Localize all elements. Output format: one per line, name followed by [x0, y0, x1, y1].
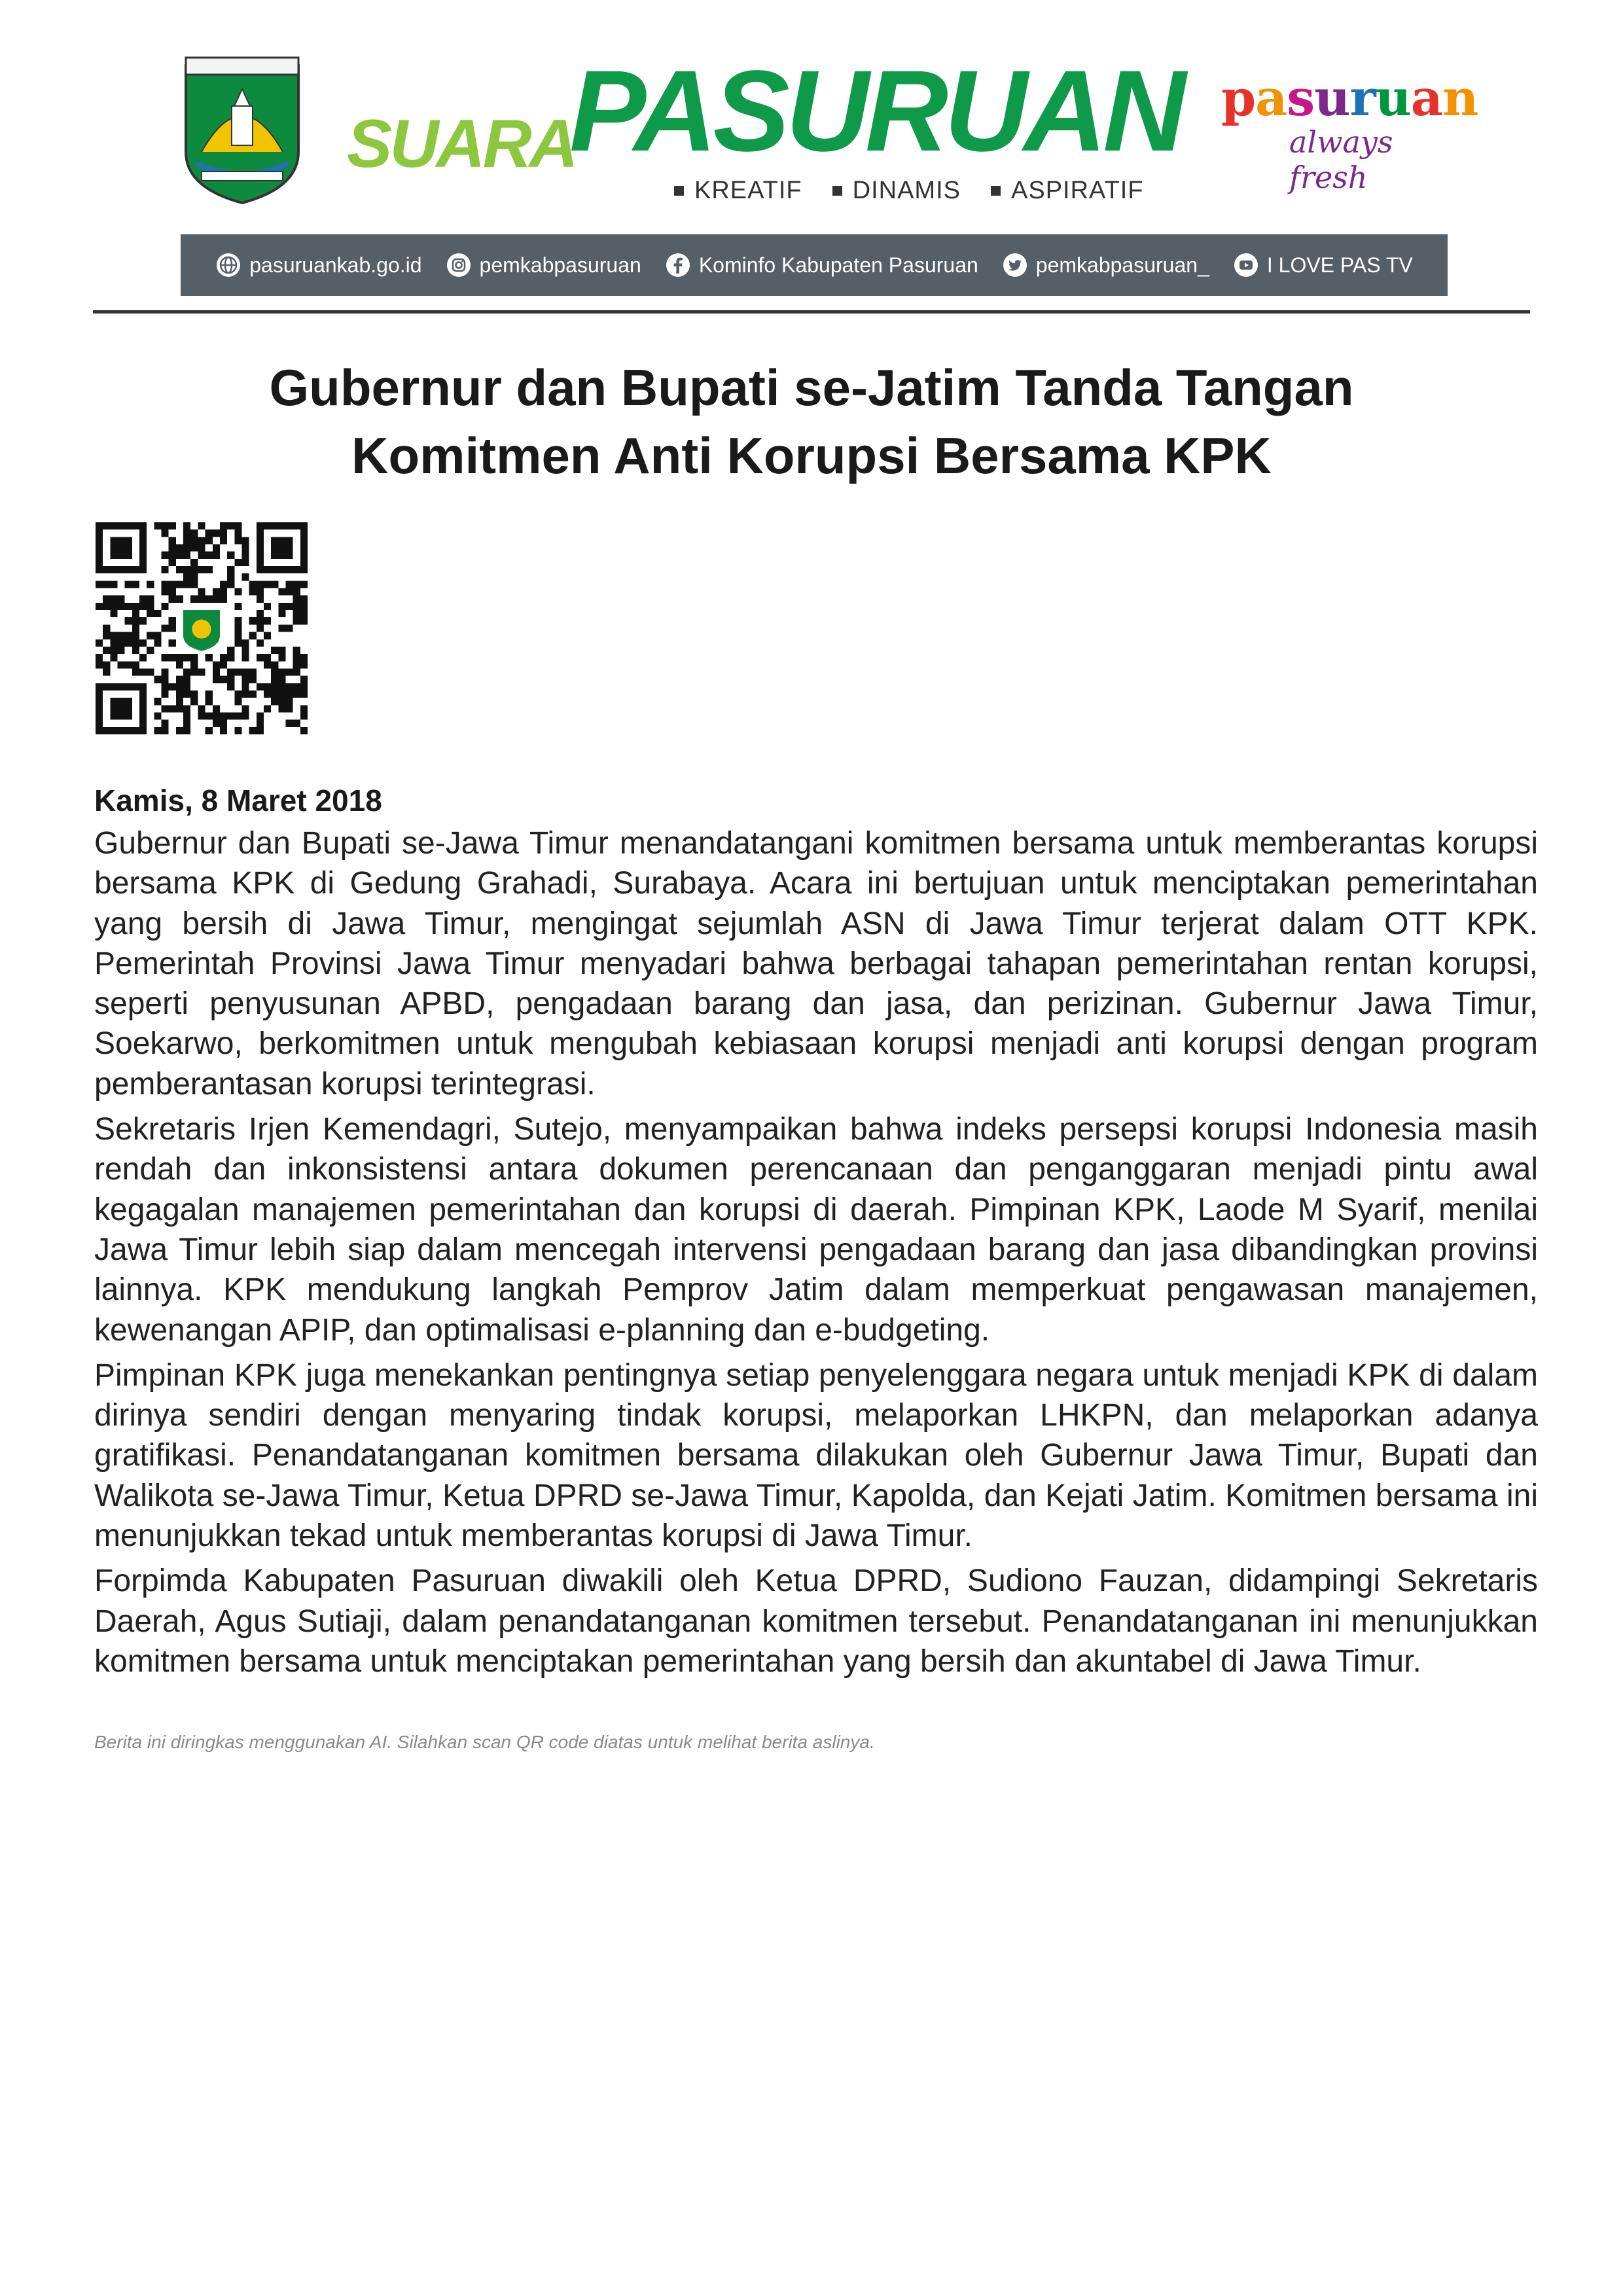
- article-paragraph: Pimpinan KPK juga menekankan pentingnya setiap penyelenggara negara untuk menjadi KPK di dalam dirinya sendiri dengan menyaring tindak korupsi, melaporkan LHKPN, dan melaporkan adanya gratifikasi. Penandatanganan komitmen bersama dilakukan oleh Gubernur Jawa Timur, Bupati dan Walikota se-Jawa Timur, Ketua DPRD se-Jawa Timur, Kapolda, dan Kejati Jatim. Komitmen bersama ini menunjukkan tekad untuk memberantas korupsi di Jawa Timur.: [94, 1357, 1538, 1554]
- brand-prefix: SUARA: [347, 106, 576, 182]
- tagline-item: DINAMIS: [832, 177, 961, 205]
- masthead: [347, 47, 1183, 204]
- globe-icon: [215, 252, 241, 278]
- article-body: [94, 823, 1538, 1687]
- twitter-icon: [1002, 252, 1028, 278]
- social-link-youtube[interactable]: [1233, 252, 1413, 278]
- article-date: Kamis, 8 Maret 2018: [94, 783, 382, 817]
- article-title: [131, 353, 1492, 490]
- social-links-bar: [181, 234, 1448, 296]
- square-bullet-icon: [832, 186, 842, 196]
- city-brand-word: pasuruan: [1221, 69, 1478, 127]
- tagline-row: [674, 177, 1144, 205]
- article-title-line: Komitmen Anti Korupsi Bersama KPK: [351, 427, 1272, 484]
- social-link-label: pemkabpasuruan: [479, 253, 641, 277]
- social-link-label: pemkabpasuruan_: [1035, 253, 1209, 277]
- tagline-item: ASPIRATIF: [991, 177, 1144, 205]
- square-bullet-icon: [674, 186, 684, 196]
- social-link-instagram[interactable]: [446, 252, 641, 278]
- article-title-line: Gubernur dan Bupati se-Jatim Tanda Tangan: [269, 359, 1354, 416]
- qr-code[interactable]: [96, 522, 308, 734]
- social-link-website[interactable]: [215, 252, 421, 278]
- social-link-facebook[interactable]: [665, 252, 978, 278]
- social-link-label: pasuruankab.go.id: [249, 253, 422, 277]
- header-divider: [93, 310, 1530, 314]
- facebook-icon: [665, 252, 691, 278]
- article-paragraph: Gubernur dan Bupati se-Jawa Timur menandatangani komitmen bersama untuk memberantas korupsi bersama KPK di Gedung Grahadi, Surabaya. Acara ini bertujuan untuk menciptakan pemerintahan yang bersih di Jawa Timur, mengingat sejumlah ASN di Jawa Timur terjerat dalam OTT KPK. Pemerintah Provinsi Jawa Timur menyadari bahwa berbagai tahapan pemerintahan rentan korupsi, seperti penyusunan APBD, pengadaan barang dan jasa, dan perizinan. Gubernur Jawa Timur, Soekarwo, berkomitmen untuk mengubah kebiasaan korupsi menjadi anti korupsi dengan program pemberantasan korupsi terintegrasi.: [94, 826, 1538, 1102]
- city-brand-logo: [1221, 69, 1478, 195]
- instagram-icon: [446, 252, 472, 278]
- regency-emblem-logo: [182, 54, 302, 206]
- youtube-icon: [1233, 252, 1259, 278]
- social-link-label: Kominfo Kabupaten Pasuruan: [698, 253, 978, 277]
- article-paragraph: Forpimda Kabupaten Pasuruan diwakili oleh Ketua DPRD, Sudiono Fauzan, didampingi Sekretaris Daerah, Agus Sutiaji, dalam penandatanganan komitmen tersebut. Penandatanganan ini menunjukkan komitmen bersama untuk menciptakan pemerintahan yang bersih dan akuntabel di Jawa Timur.: [94, 1564, 1538, 1679]
- article-paragraph: Sekretaris Irjen Kemendagri, Sutejo, menyampaikan bahwa indeks persepsi korupsi Indonesia masih rendah dan inkonsistensi antara dokumen perencanaan dan penganggaran menjadi pintu awal kegagalan manajemen pemerintahan dan korupsi di daerah. Pimpinan KPK, Laode M Syarif, menilai Jawa Timur lebih siap dalam mencegah intervensi pengadaan barang dan jasa dibandingkan provinsi lainnya. KPK mendukung langkah Pemprov Jatim dalam memperkuat pengawasan manajemen, kewenangan APIP, dan optimalisasi e-planning dan e-budgeting.: [94, 1112, 1538, 1348]
- ai-summary-footnote: Berita ini diringkas menggunakan AI. Silahkan scan QR code diatas untuk melihat berita aslinya.: [94, 1732, 875, 1752]
- tagline-item: KREATIF: [674, 177, 802, 205]
- city-brand-tagline: always fresh: [1289, 124, 1393, 195]
- square-bullet-icon: [991, 186, 1001, 196]
- brand-main: PASURUAN: [569, 47, 1183, 175]
- social-link-label: I LOVE PAS TV: [1266, 253, 1413, 277]
- social-link-twitter[interactable]: [1002, 252, 1209, 278]
